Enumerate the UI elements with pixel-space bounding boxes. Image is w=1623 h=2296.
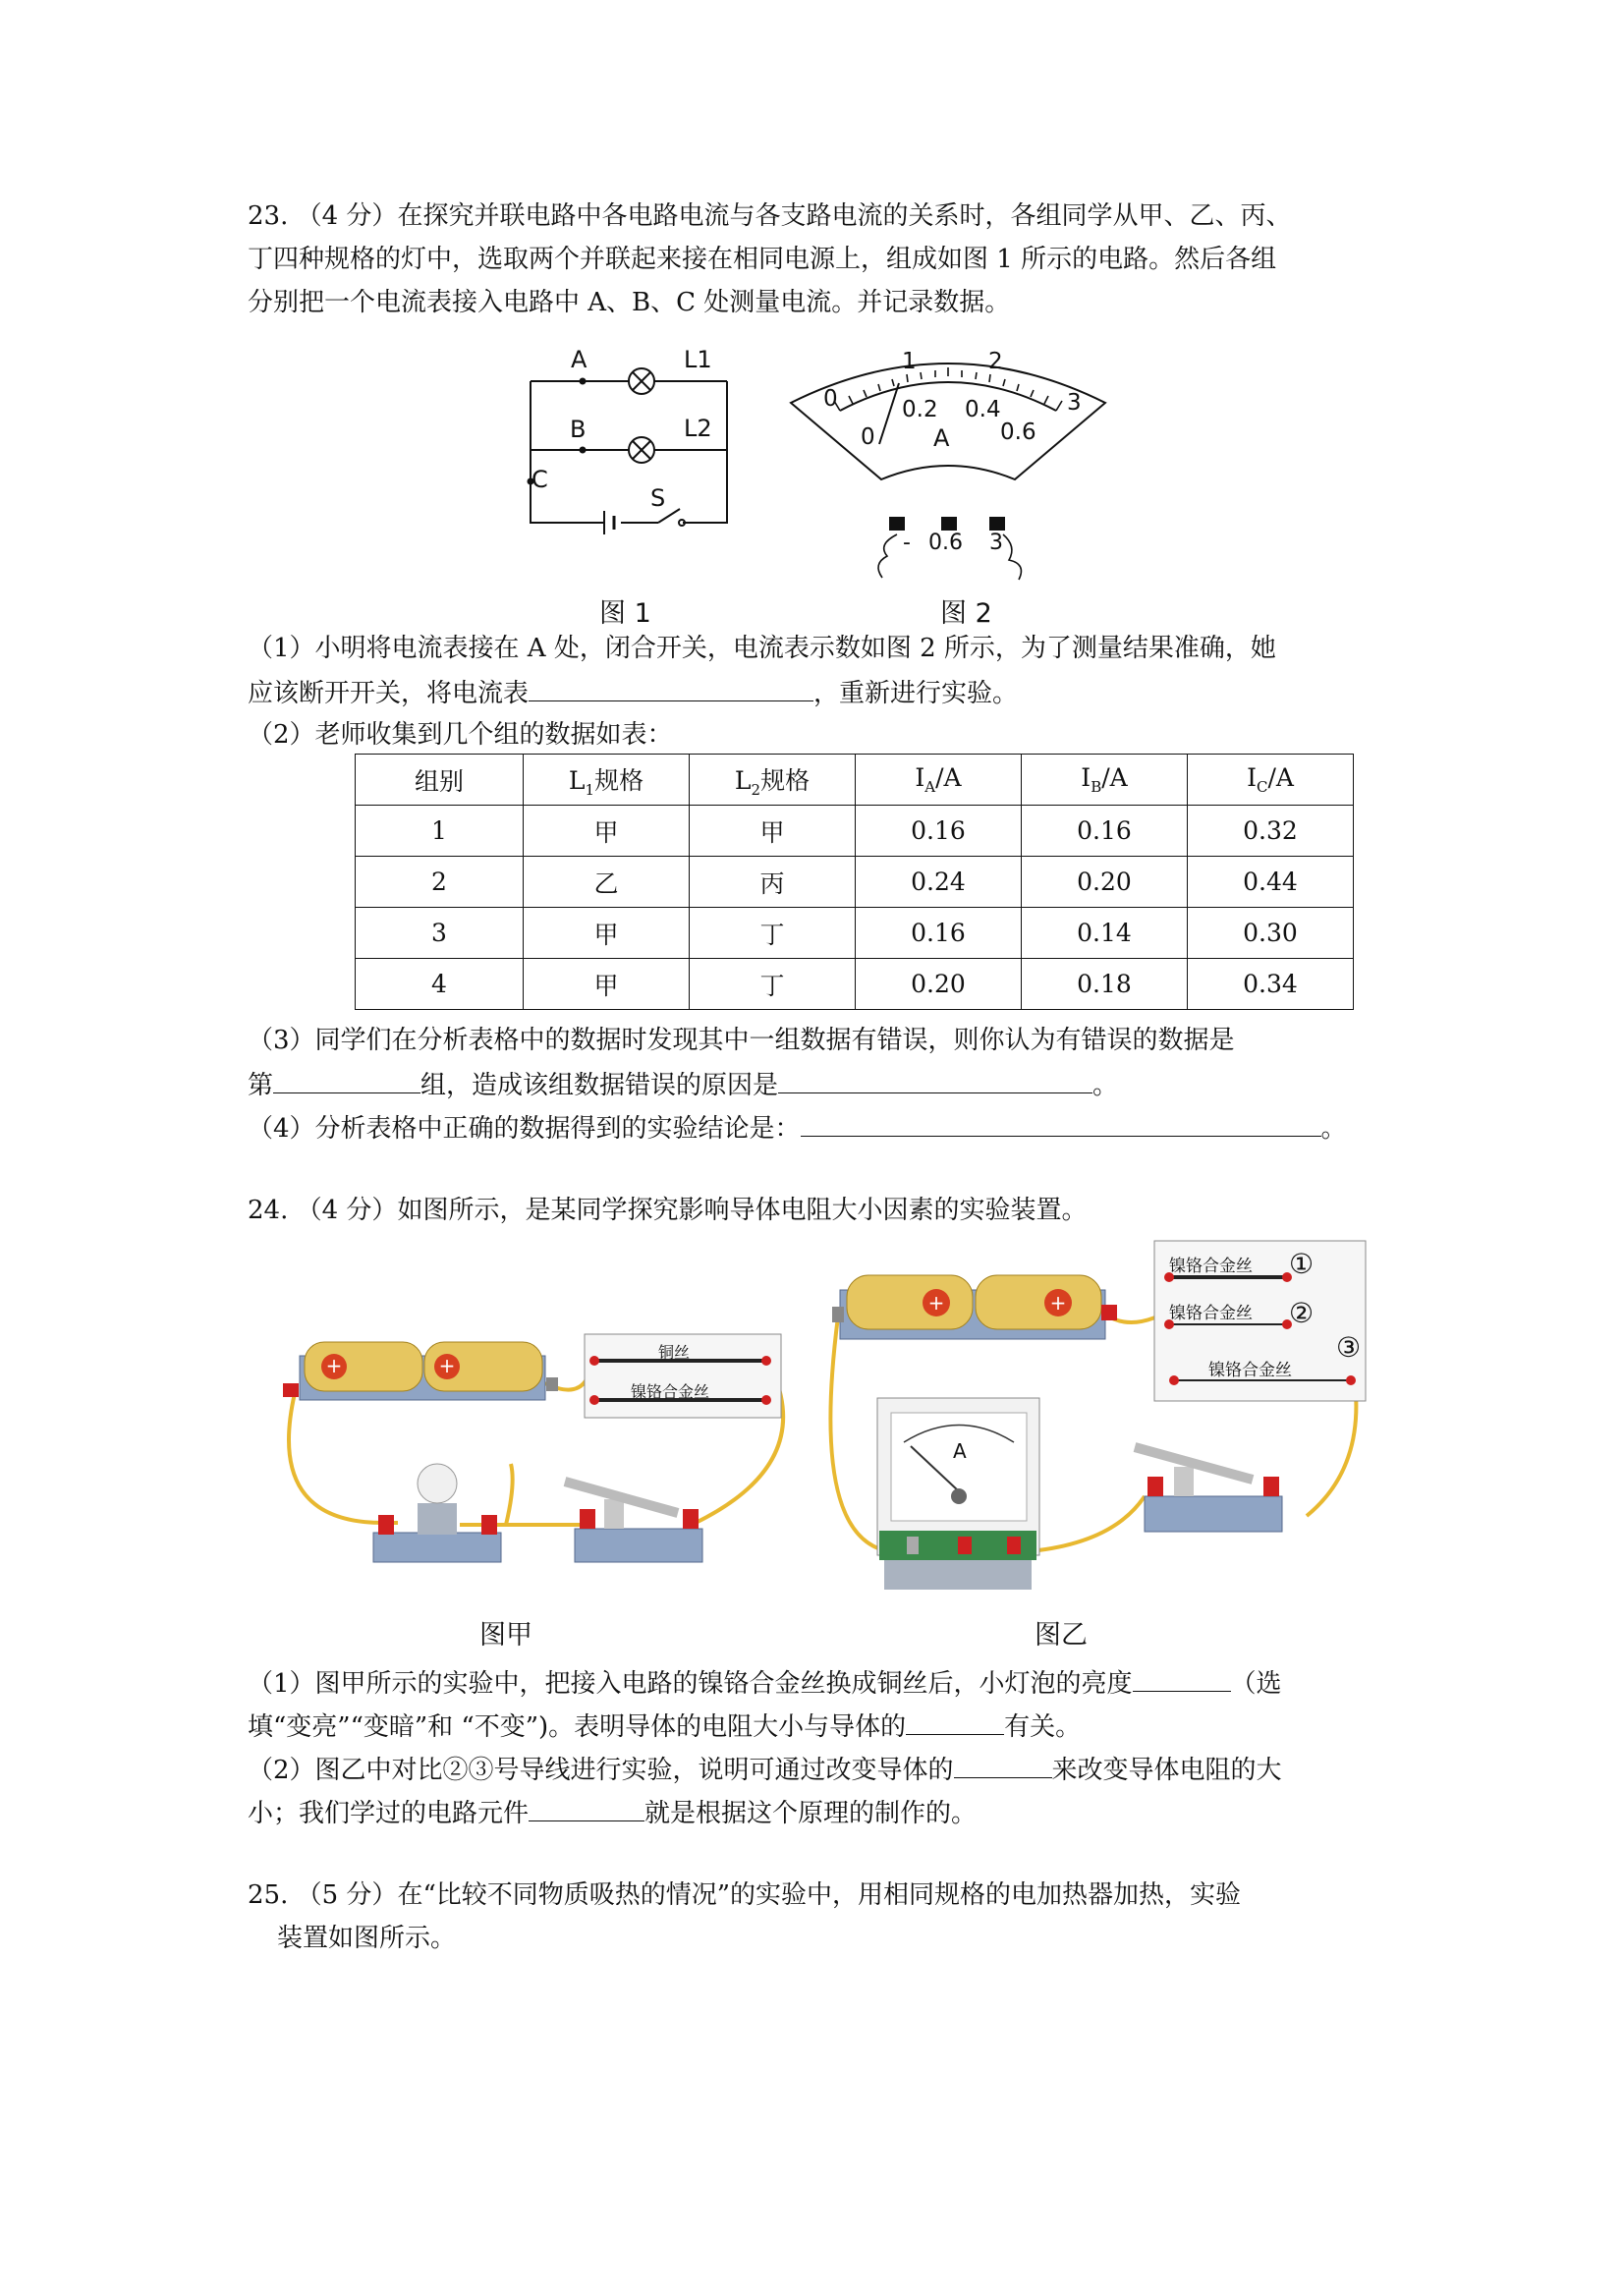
- table-cell: 0.32: [1188, 806, 1354, 857]
- q23-part4-tail: 。: [1320, 1114, 1347, 1144]
- answer-blank-property[interactable]: [954, 1754, 1052, 1778]
- q24-part2-line-2: [248, 1797, 977, 1828]
- table-cell: 0.16: [1022, 806, 1188, 857]
- q24-number: 24.: [248, 1196, 289, 1225]
- fig2-upper-tick-1: 1: [902, 349, 917, 374]
- circuit-apparatus-fig-a: [265, 1316, 801, 1582]
- q24-part1-tail: （选: [1230, 1669, 1282, 1699]
- table-cell: 1: [356, 806, 524, 857]
- table-cell: 丁: [690, 908, 856, 959]
- svg-text:+: +: [438, 1354, 456, 1377]
- fig1-label-s: S: [650, 484, 666, 512]
- fig2-lower-tick-0: 0: [861, 424, 875, 450]
- fig2-caption: 图 2: [940, 598, 992, 629]
- table-cell: 丁: [690, 959, 856, 1010]
- q23-part1-line-2: [248, 677, 1018, 708]
- table-cell: 0.16: [856, 806, 1022, 857]
- q24-score: （4 分）: [296, 1196, 398, 1225]
- q24-part2-tail-2: 就是根据这个原理的制作的。: [644, 1799, 978, 1828]
- fig1-caption: 图 1: [599, 598, 651, 629]
- table-cell: 0.34: [1188, 959, 1354, 1010]
- svg-text:+: +: [325, 1354, 343, 1377]
- answer-blank-reason[interactable]: [778, 1069, 1092, 1093]
- q24-line-1: [248, 1196, 1087, 1225]
- table-row: [356, 959, 1354, 1010]
- table-row: [356, 908, 1354, 959]
- fig1-label-a: A: [571, 346, 588, 373]
- q23-intro-1: 在探究并联电路中各电路电流与各支路电流的关系时，各组同学从甲、乙、丙、: [397, 201, 1292, 231]
- fig-b-mark-2: ②: [1289, 1297, 1315, 1329]
- q24-part1-line-1: [248, 1667, 1282, 1699]
- fig1-lamp-l2: L2: [684, 415, 712, 442]
- q23-part3-line-1: （3）同学们在分析表格中的数据时发现其中一组数据有错误，则你认为有错误的数据是: [248, 1026, 1235, 1055]
- fig-a-caption: 图甲: [479, 1620, 532, 1651]
- fig2-upper-tick-3: 3: [1067, 390, 1082, 416]
- table-header-cell: $I_A/A$: [856, 755, 1022, 806]
- svg-text:+: +: [927, 1291, 945, 1315]
- q23-part1-tail: ，重新进行实验。: [813, 679, 1019, 708]
- q24-part1-text: （1）图甲所示的实验中，把接入电路的镍铬合金丝换成铜丝后，小灯泡的亮度: [248, 1669, 1133, 1699]
- q23-part3-text: 第: [248, 1071, 274, 1100]
- fig2-lower-tick-2: 0.4: [965, 397, 1001, 422]
- table-cell: 甲: [690, 806, 856, 857]
- fig2-unit: A: [933, 424, 950, 452]
- fig-b-meter-unit: A: [953, 1439, 967, 1463]
- table-cell: 0.24: [856, 857, 1022, 908]
- fig2-upper-tick-2: 2: [988, 349, 1003, 374]
- q25-score: （5 分）: [296, 1880, 398, 1910]
- q23-score: （4 分）: [296, 201, 398, 231]
- data-table: [355, 754, 1354, 1010]
- table-cell: 0.16: [856, 908, 1022, 959]
- table-cell: 3: [356, 908, 524, 959]
- table-cell: 0.44: [1188, 857, 1354, 908]
- table-header-cell: $I_C/A$: [1188, 755, 1354, 806]
- q24-part1-tail-2: 有关。: [1004, 1712, 1082, 1742]
- table-cell: 甲: [524, 908, 690, 959]
- table-cell: 4: [356, 959, 524, 1010]
- answer-blank-brightness[interactable]: [1133, 1667, 1231, 1692]
- answer-blank-group[interactable]: [273, 1069, 420, 1093]
- table-cell: 0.18: [1022, 959, 1188, 1010]
- table-cell: 0.20: [856, 959, 1022, 1010]
- table-cell: 0.14: [1022, 908, 1188, 959]
- q24-part1-text-2: 填“变亮”“变暗”和 “不变”)。表明导体的电阻大小与导体的: [248, 1712, 907, 1742]
- fig2-terminal-0-6: 0.6: [928, 531, 963, 555]
- fig2-terminal-neg: -: [903, 531, 911, 555]
- q23-part3-middle: 组，造成该组数据错误的原因是: [420, 1071, 779, 1100]
- q23-line-1: [248, 201, 1291, 231]
- fig1-lamp-l1: L1: [684, 346, 712, 373]
- q25-intro-1: 在“比较不同物质吸热的情况”的实验中，用相同规格的电加热器加热，实验: [397, 1880, 1242, 1910]
- q23-line-3: 分别把一个电流表接入电路中 A、B、C 处测量电流。并记录数据。: [248, 288, 1011, 317]
- table-row: [356, 806, 1354, 857]
- fig-a-wire-1: 铜丝: [658, 1343, 691, 1362]
- table-cell: 0.20: [1022, 857, 1188, 908]
- q23-line-2: 丁四种规格的灯中，选取两个并联起来接在相同电源上，组成如图 1 所示的电路。然后各组: [248, 245, 1277, 274]
- table-header-cell: 组别: [356, 755, 524, 806]
- answer-blank-material[interactable]: [906, 1710, 1004, 1735]
- q25-number: 25.: [248, 1880, 289, 1910]
- table-cell: 0.30: [1188, 908, 1354, 959]
- answer-blank-conclusion[interactable]: [801, 1112, 1321, 1137]
- fig-b-caption: 图乙: [1035, 1620, 1088, 1651]
- q24-part2-tail: 来改变导体电阻的大: [1051, 1756, 1282, 1785]
- table-cell: 丙: [690, 857, 856, 908]
- fig1-label-c: C: [532, 466, 548, 493]
- q24-part2-text: （2）图乙中对比②③号导线进行实验，说明可通过改变导体的: [248, 1756, 954, 1785]
- table-cell: 乙: [524, 857, 690, 908]
- fig-b-mark-1: ①: [1289, 1248, 1315, 1280]
- q23-number: 23.: [248, 201, 289, 231]
- table-cell: 甲: [524, 806, 690, 857]
- table-cell: 2: [356, 857, 524, 908]
- q24-part2-text-2: 小；我们学过的电路元件: [248, 1799, 530, 1828]
- q24-intro: 如图所示，是某同学探究影响导体电阻大小因素的实验装置。: [397, 1196, 1088, 1225]
- table-header-cell: $L_2$规格: [690, 755, 856, 806]
- fig2-upper-tick-0: 0: [823, 386, 838, 412]
- q23-part2-line: （2）老师收集到几个组的数据如表：: [248, 720, 673, 750]
- q23-part4-line: [248, 1112, 1347, 1144]
- fig-b-wire-2: 镍铬合金丝: [1169, 1304, 1253, 1323]
- fig-b-wire-3: 镍铬合金丝: [1208, 1361, 1292, 1380]
- q23-part3-line-2: [248, 1069, 1118, 1100]
- fig2-terminal-3: 3: [989, 531, 1003, 555]
- q25-line-1: [248, 1880, 1241, 1910]
- q23-part3-tail: 。: [1092, 1071, 1119, 1100]
- fig2-lower-tick-3: 0.6: [1000, 420, 1036, 445]
- table-header-cell: $I_B/A$: [1022, 755, 1188, 806]
- fig2-lower-tick-1: 0.2: [902, 397, 938, 422]
- answer-blank-component[interactable]: [529, 1797, 644, 1821]
- answer-blank-ammeter[interactable]: [529, 677, 813, 701]
- table-cell: 甲: [524, 959, 690, 1010]
- q24-part2-line-1: [248, 1754, 1282, 1785]
- fig-a-wire-2: 镍铬合金丝: [631, 1382, 710, 1401]
- fig-b-mark-3: ③: [1336, 1331, 1362, 1364]
- table-header-cell: $L_1$规格: [524, 755, 690, 806]
- circuit-diagram-fig1: [511, 344, 747, 540]
- svg-text:+: +: [1049, 1291, 1067, 1315]
- circuit-apparatus-fig-b: [820, 1236, 1385, 1619]
- q24-part1-line-2: [248, 1710, 1081, 1742]
- fig-b-wire-1: 镍铬合金丝: [1169, 1257, 1253, 1276]
- q23-part1-text: 应该断开开关，将电流表: [248, 679, 530, 708]
- q25-line-2: 装置如图所示。: [277, 1924, 457, 1953]
- fig1-label-b: B: [570, 416, 587, 443]
- table-header-row: [356, 755, 1354, 806]
- q23-part4-text: （4）分析表格中正确的数据得到的实验结论是：: [248, 1114, 801, 1144]
- table-row: [356, 857, 1354, 908]
- q23-part1-line-1: （1）小明将电流表接在 A 处，闭合开关，电流表示数如图 2 所示，为了测量结果准确，她: [248, 634, 1276, 663]
